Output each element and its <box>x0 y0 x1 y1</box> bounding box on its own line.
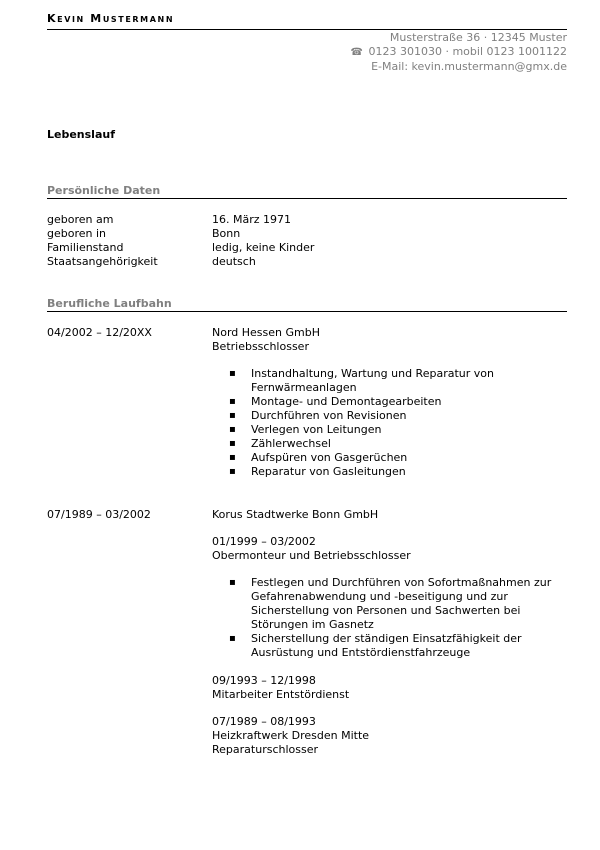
phone-row <box>351 45 567 60</box>
personal-label: geboren am <box>47 213 114 226</box>
contact-block <box>351 31 567 74</box>
job-title: Betriebsschlosser <box>212 340 309 353</box>
role-period: 09/1993 – 12/1998 <box>212 674 316 687</box>
role-employer: Heizkraftwerk Dresden Mitte <box>212 729 370 742</box>
header-rule <box>47 29 567 30</box>
job-period: 07/1989 – 03/2002 <box>47 508 151 521</box>
job-header <box>212 326 572 354</box>
task-item: ▪ Aufspüren von Gasgerüchen <box>212 451 572 465</box>
role-block <box>212 535 572 563</box>
role-title: Reparaturschlosser <box>212 743 318 756</box>
task-list <box>212 367 572 479</box>
task-item: ▪ Instandhaltung, Wartung und Reparatur von Fernwärmeanlagen <box>212 367 572 395</box>
task-item: ▪ Montage- und Demontagearbeiten <box>212 395 572 409</box>
email-line: E-Mail: kevin.mustermann@gmx.de <box>371 60 567 73</box>
address-line: Musterstraße 36 · 12345 Muster <box>389 31 567 44</box>
personal-value: ledig, keine Kinder <box>212 241 315 254</box>
task-item: ▪ Reparatur von Gasleitungen <box>212 465 572 479</box>
task-item: ▪ Sicherstellung der ständigen Einsatzfähigkeit der Ausrüstung und Entstördienstfahrzeuge <box>212 632 572 660</box>
task-list <box>212 576 572 660</box>
phone-icon: ☎ <box>350 47 363 58</box>
phone-line: 0123 301030 · mobil 0123 1001122 <box>368 45 567 58</box>
role-title: Mitarbeiter Entstördienst <box>212 688 350 701</box>
role-period: 01/1999 – 03/2002 <box>212 535 316 548</box>
task-item: ▪ Zählerwechsel <box>212 437 572 451</box>
personal-value: Bonn <box>212 227 241 240</box>
personal-label: Staatsangehörigkeit <box>47 255 158 268</box>
document-title: Lebenslauf <box>47 128 115 141</box>
section-rule-personal <box>47 198 567 199</box>
task-item: ▪ Verlegen von Leitungen <box>212 423 572 437</box>
section-heading-career: Berufliche Laufbahn <box>47 297 172 310</box>
role-period: 07/1989 – 08/1993 <box>212 715 316 728</box>
employer-name <box>212 508 572 522</box>
personal-value: 16. März 1971 <box>212 213 292 226</box>
role-block <box>212 715 572 757</box>
section-heading-personal: Persönliche Daten <box>47 184 161 197</box>
section-rule-career <box>47 311 567 312</box>
role-block <box>212 674 572 702</box>
personal-label: Familienstand <box>47 241 124 254</box>
employer-name: Nord Hessen GmbH <box>212 326 320 339</box>
employer-name-text: Korus Stadtwerke Bonn GmbH <box>212 508 379 521</box>
task-item: ▪ Durchführen von Revisionen <box>212 409 572 423</box>
personal-label: geboren in <box>47 227 107 240</box>
job-period: 04/2002 – 12/20XX <box>47 326 152 339</box>
task-item: ▪ Festlegen und Durchführen von Sofortmaßnahmen zur Gefahrenabwendung und -beseitigung und zur Sicherstellung von Personen und Sachwerten bei Störungen im Gasnetz <box>212 576 572 632</box>
personal-value: deutsch <box>212 255 256 268</box>
role-title: Obermonteur und Betriebsschlosser <box>212 549 411 562</box>
applicant-name: Kevin Mustermann <box>47 12 175 25</box>
